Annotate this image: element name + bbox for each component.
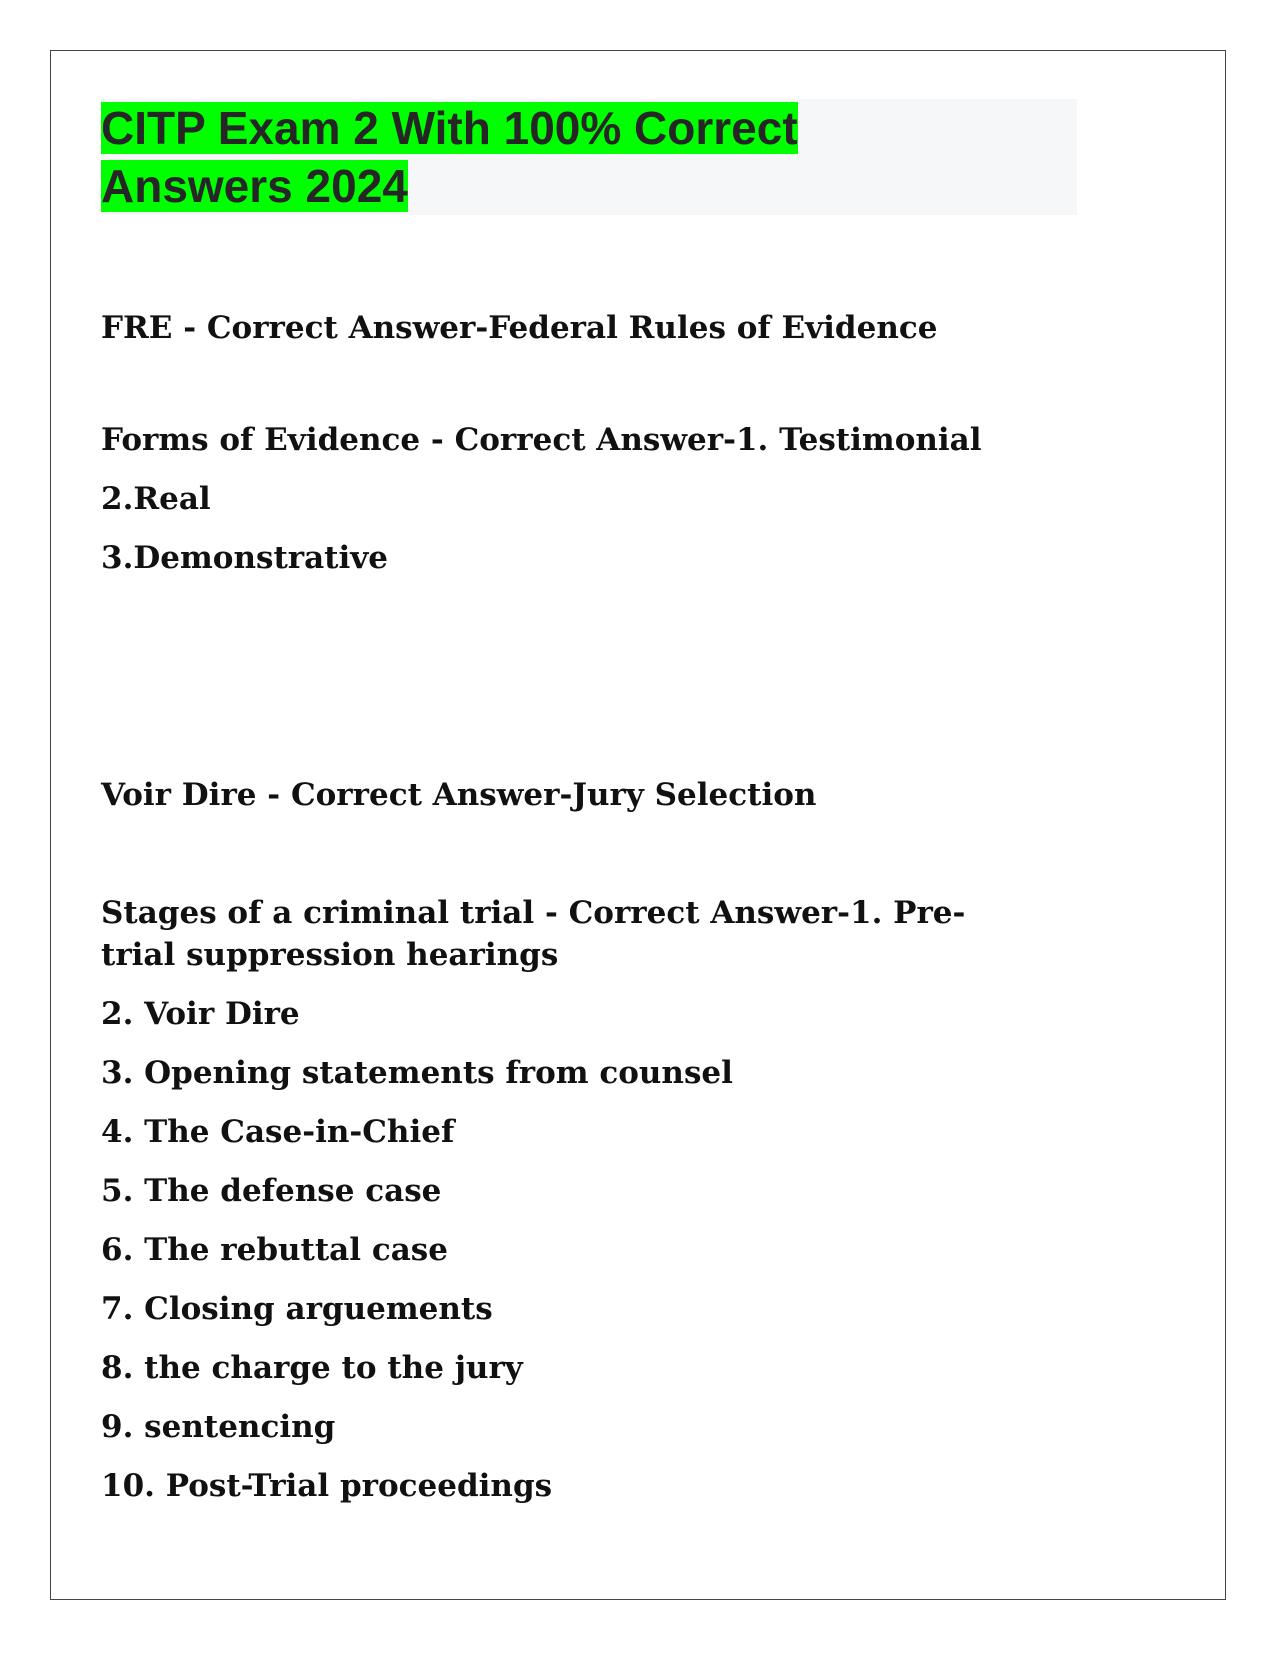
qa-term: Voir Dire - Correct Answer-Jury Selection <box>101 777 817 813</box>
answer-line: 9. sentencing <box>101 1409 336 1445</box>
qa-term: FRE - Correct Answer-Federal Rules of Evidence <box>101 310 938 346</box>
title-block <box>101 99 1077 215</box>
document-title <box>101 99 1077 215</box>
qa-item-stages-of-trial <box>101 892 965 1507</box>
title-line-1: CITP Exam 2 With 100% Correct <box>101 102 798 154</box>
answer-line: 3.Demonstrative <box>101 540 389 576</box>
qa-item-forms-of-evidence <box>101 419 982 579</box>
answer-line: 5. The defense case <box>101 1173 442 1209</box>
qa-term-line-1: Stages of a criminal trial - Correct Answer-1. Pre- <box>101 895 966 931</box>
answer-line: 2. Voir Dire <box>101 996 300 1032</box>
qa-item-voir-dire <box>101 774 816 816</box>
answer-line: 8. the charge to the jury <box>101 1350 523 1386</box>
answer-line: 7. Closing arguements <box>101 1291 493 1327</box>
document-content <box>101 99 1077 1504</box>
answer-line: 2.Real <box>101 481 211 517</box>
qa-term-line-2: trial suppression hearings <box>101 937 559 973</box>
answer-line: 4. The Case-in-Chief <box>101 1114 455 1150</box>
qa-term: Forms of Evidence - Correct Answer-1. Testimonial <box>101 422 982 458</box>
qa-item-fre <box>101 307 937 349</box>
answer-line: 10. Post-Trial proceedings <box>101 1468 553 1504</box>
title-line-2: Answers 2024 <box>101 160 408 212</box>
answer-line: 3. Opening statements from counsel <box>101 1055 733 1091</box>
answer-line: 6. The rebuttal case <box>101 1232 448 1268</box>
